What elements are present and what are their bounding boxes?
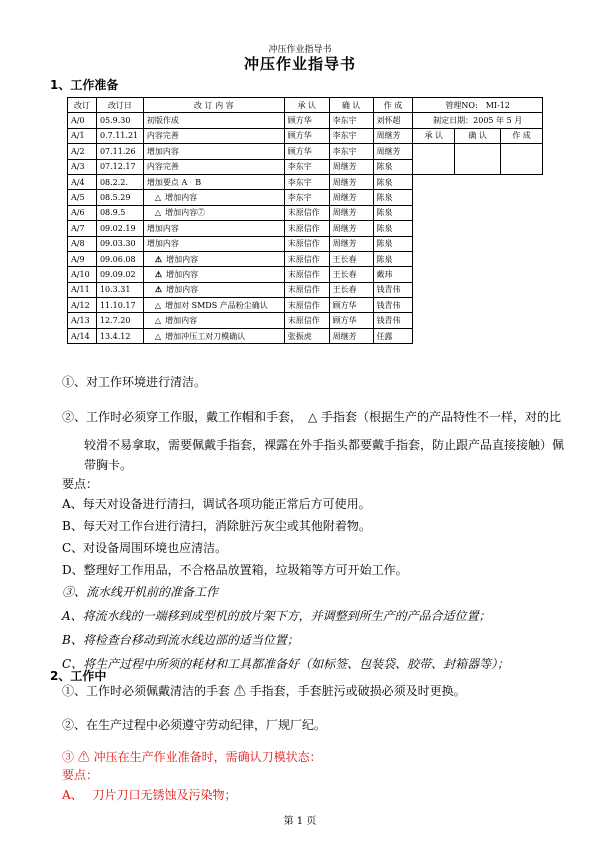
cell-create: 陈泉: [373, 205, 413, 220]
cell-content: [143, 190, 284, 205]
s1-item3-c: C、将生产过程中所须的耗材和工具都准备好（如标签、包装袋、胶带、封箱器等）；: [62, 657, 510, 671]
cell-confirm: 周继芳: [329, 205, 373, 220]
cell-confirm: 李东宇: [329, 144, 373, 159]
cell-date: 08.9.5: [96, 205, 143, 220]
cell-date: 13.4.12: [96, 328, 143, 343]
cell-date: 09.03.30: [96, 236, 143, 251]
cell-content-text: 增加内容: [166, 269, 199, 279]
cell-create: 周继芳: [373, 128, 413, 143]
cell-approve: 末原信作: [284, 298, 329, 313]
cell-approve: 顾方华: [284, 113, 329, 128]
cell-content: [143, 282, 284, 297]
cell-create: 陈泉: [373, 190, 413, 205]
cell-content-text: 增加内容⑦: [165, 208, 206, 218]
cell-rev: A/10: [68, 267, 97, 282]
cell-rev: A/7: [68, 221, 97, 236]
cell-confirm: 周继芳: [329, 236, 373, 251]
cell-date: 09.09.02: [96, 267, 143, 282]
s2-point-a: A、 刀片刀口无锈蚀及污染物；: [62, 788, 237, 802]
cell-date: 09.02.19: [96, 221, 143, 236]
mgmt-header-create: 作 成: [501, 128, 543, 143]
cell-rev: A/4: [68, 174, 97, 189]
cell-create: 陈泉: [373, 174, 413, 189]
cell-content-text: 增加内容: [146, 223, 179, 233]
cell-approve: 末原信作: [284, 236, 329, 251]
cell-content-text: 增加内容: [166, 285, 199, 295]
cell-rev: A/11: [68, 282, 97, 297]
cell-rev: A/9: [68, 251, 97, 266]
cell-confirm: 李东宇: [329, 128, 373, 143]
cell-create: 钱青伟: [373, 282, 413, 297]
cell-content: [143, 328, 284, 343]
cell-approve: 末原信作: [284, 267, 329, 282]
section-1-title: 1、工作准备: [50, 78, 119, 92]
cell-content: [143, 159, 284, 174]
cell-confirm: 周继芳: [329, 159, 373, 174]
cell-create: 周继芳: [373, 144, 413, 159]
document-title: 冲压作业指导书: [243, 55, 356, 73]
cell-rev: A/3: [68, 159, 97, 174]
triangle-icon: △: [154, 300, 162, 310]
cell-date: 08.2.2.: [96, 174, 143, 189]
s1-key-points-label: 要点：: [62, 477, 99, 491]
cell-rev: A/5: [68, 190, 97, 205]
cell-approve: 李东宇: [284, 159, 329, 174]
table-row: [68, 174, 543, 189]
mgmt-signature-create: [501, 144, 543, 175]
cell-content: [143, 205, 284, 220]
cell-approve: 顾方华: [284, 128, 329, 143]
header-rev: 改订: [68, 98, 97, 113]
header-small-title: 冲压作业指导书: [268, 45, 332, 55]
cell-content: [143, 174, 284, 189]
cell-content-text: 增加要点 A B: [146, 177, 202, 187]
management-number: 管理NO: MI-12: [413, 98, 543, 113]
cell-content: [143, 144, 284, 159]
table-header-row: [68, 98, 543, 113]
cell-confirm: 周继芳: [329, 190, 373, 205]
cell-content: [143, 313, 284, 328]
cell-date: 08.5.29: [96, 190, 143, 205]
header-date: 改订日: [96, 98, 143, 113]
cell-content-text: 初版作成: [146, 116, 179, 126]
s2-item3: ③ ⚠ 冲压在生产作业准备时，需确认刀模状态：: [62, 750, 322, 764]
s1-point-d: D、整理好工作用品，不合格品放置箱，垃圾箱等方可开始工作。: [62, 563, 408, 577]
cell-approve: 末原信作: [284, 251, 329, 266]
cell-content: [143, 251, 284, 266]
cell-create: 刘怀超: [373, 113, 413, 128]
cell-create: 陈泉: [373, 236, 413, 251]
mgmt-header-confirm: 确 认: [455, 128, 501, 143]
s1-point-b: B、每天对工作台进行清扫，消除脏污灰尘或其他附着物。: [62, 519, 371, 533]
cell-create: 钱青伟: [373, 298, 413, 313]
cell-rev: A/8: [68, 236, 97, 251]
cell-date: 07.12.17: [96, 159, 143, 174]
s1-item2-line3: 带胸卡。: [84, 458, 133, 472]
cell-confirm: 顾方华: [329, 313, 373, 328]
section-2-title: 2、工作中: [50, 669, 107, 683]
s2-item2: ②、在生产过程中必须遵守劳动纪律，厂规厂纪。: [62, 718, 327, 732]
cell-date: 09.06.08: [96, 251, 143, 266]
cell-create: 陈泉: [373, 251, 413, 266]
cell-confirm: 周继芳: [329, 328, 373, 343]
cell-content-text: 内容完善: [146, 131, 179, 141]
cell-content: [143, 267, 284, 282]
cell-create: 钱青伟: [373, 313, 413, 328]
s1-point-c: C、对设备周围环境也应清洁。: [62, 541, 228, 555]
cell-date: 11.10.17: [96, 298, 143, 313]
cell-content-text: 内容完善: [146, 162, 179, 172]
cell-content-text: 增加内容: [165, 193, 198, 203]
s1-item2-line2: 较滑不易拿取，需要佩戴手指套，裸露在外手指头都要戴手指套，防止跟产品直接接触）佩: [84, 438, 565, 452]
cell-content: [143, 236, 284, 251]
mgmt-blank-area: [413, 174, 543, 343]
cell-confirm: 王长春: [329, 282, 373, 297]
cell-content-text: 增加内容: [165, 316, 198, 326]
s1-point-a: A、每天对设备进行清扫，调试各项功能正常后方可使用。: [62, 497, 371, 511]
revision-table: [67, 97, 543, 344]
s1-item3-b: B、将检查台移动到流水线边部的适当位置；: [62, 633, 299, 647]
warning-triangle-icon: ⚠: [154, 284, 163, 295]
cell-approve: 顾方华: [284, 144, 329, 159]
cell-rev: A/2: [68, 144, 97, 159]
cell-confirm: 周继芳: [329, 221, 373, 236]
warning-triangle-icon: ⚠: [154, 268, 163, 279]
header-approve: 承 认: [284, 98, 329, 113]
header-content: 改 订 内 容: [143, 98, 284, 113]
warning-triangle-icon: ⚠: [154, 253, 163, 264]
cell-rev: A/1: [68, 128, 97, 143]
s2-key-points-label: 要点：: [62, 768, 99, 782]
s1-item3: ③、流水线开机前的准备工作: [62, 585, 219, 599]
cell-content: [143, 298, 284, 313]
cell-approve: 末原信作: [284, 221, 329, 236]
cell-confirm: 王长春: [329, 251, 373, 266]
cell-content-text: 增加冲压工对刀模确认: [165, 331, 246, 341]
cell-create: 戴玮: [373, 267, 413, 282]
cell-approve: 末原信作: [284, 205, 329, 220]
table-row: [68, 128, 543, 143]
cell-date: 10.3.31: [96, 282, 143, 297]
triangle-icon: △: [154, 208, 162, 218]
cell-create: 任露: [373, 328, 413, 343]
triangle-icon: △: [154, 316, 162, 326]
cell-content-text: 增加内容: [146, 239, 179, 249]
cell-confirm: 李东宇: [329, 113, 373, 128]
cell-date: 12.7.20: [96, 313, 143, 328]
cell-content: [143, 128, 284, 143]
cell-approve: 末原信作: [284, 313, 329, 328]
mgmt-signature-confirm: [455, 144, 501, 175]
page-number: 第 1 页: [283, 816, 317, 827]
cell-date: 05.9.30: [96, 113, 143, 128]
cell-rev: A/14: [68, 328, 97, 343]
cell-approve: 张振虎: [284, 328, 329, 343]
cell-content-text: 增加内容: [146, 146, 179, 156]
header-confirm: 确 认: [329, 98, 373, 113]
s1-item1: ①、对工作环境进行清洁。: [62, 375, 207, 389]
cell-create: 陈泉: [373, 159, 413, 174]
cell-date: 07.11.26: [96, 144, 143, 159]
cell-content-text: 增加对 SMDS 产品粉尘确认: [165, 300, 268, 310]
management-date: 制定日期：2005 年 5 月: [413, 113, 543, 128]
cell-content: [143, 113, 284, 128]
s2-item1: ①、工作时必须佩戴清洁的手套 ⚠ 手指套，手套脏污或破损必须及时更换。: [62, 684, 466, 698]
s1-item3-a: A、将流水线的一端移到成型机的放片架下方，并调整到所生产的产品合适位置；: [62, 609, 491, 623]
triangle-icon: △: [154, 193, 162, 203]
header-create: 作 成: [373, 98, 413, 113]
cell-content-text: 增加内容: [166, 254, 199, 264]
cell-rev: A/13: [68, 313, 97, 328]
cell-confirm: 王长春: [329, 267, 373, 282]
table-row: [68, 144, 543, 159]
s1-item2-line1: ②、工作时必须穿工作服，戴工作帽和手套， △ 手指套（根据生产的产品特性不一样，对的比: [62, 410, 562, 424]
cell-confirm: 顾方华: [329, 298, 373, 313]
mgmt-header-approve: 承 认: [413, 128, 455, 143]
cell-rev: A/6: [68, 205, 97, 220]
mgmt-signature-approve: [413, 144, 455, 175]
cell-approve: 末原信作: [284, 282, 329, 297]
table-row: [68, 113, 543, 128]
cell-approve: 李东宇: [284, 174, 329, 189]
cell-confirm: 周继芳: [329, 174, 373, 189]
cell-create: 陈泉: [373, 221, 413, 236]
cell-approve: 李东宇: [284, 190, 329, 205]
cell-rev: A/0: [68, 113, 97, 128]
cell-rev: A/12: [68, 298, 97, 313]
cell-date: 0.7.11.21: [96, 128, 143, 143]
triangle-icon: △: [154, 331, 162, 341]
cell-content: [143, 221, 284, 236]
